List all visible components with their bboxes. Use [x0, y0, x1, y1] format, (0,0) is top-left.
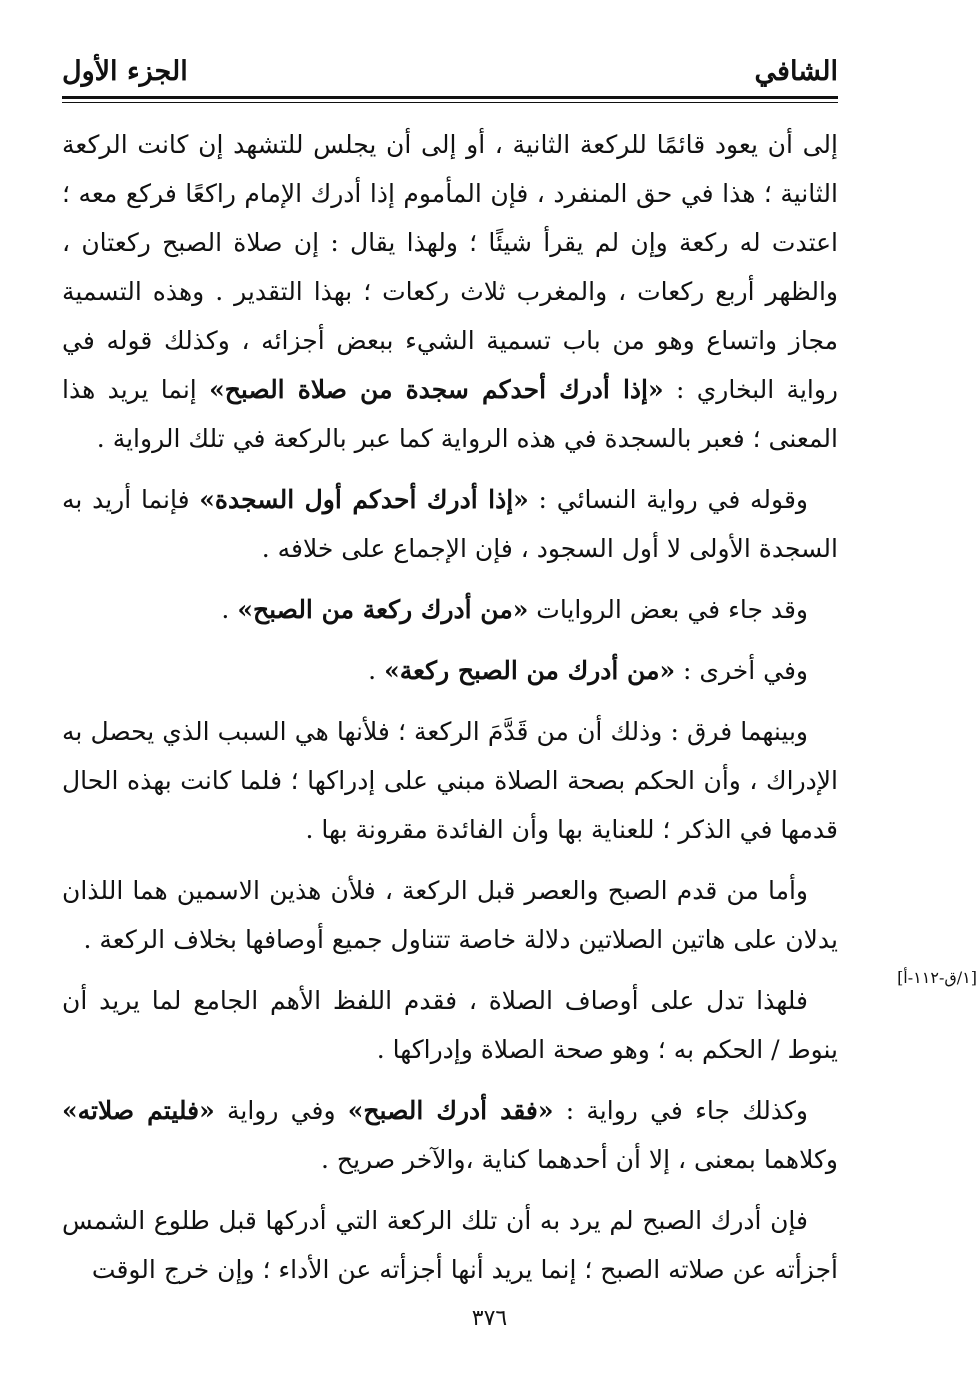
- header-rule-thick: [62, 96, 838, 99]
- text-run: .: [221, 595, 238, 624]
- hadith-quote: «فقد أدرك الصبح»: [347, 1096, 554, 1125]
- text-run: فإنما أريد به السجدة الأولى لا أول السجود ، فإن الإجماع على خلافه .: [62, 485, 838, 563]
- paragraph-8: [62, 1086, 838, 1184]
- running-header: [62, 54, 838, 94]
- paragraph-7: [62, 976, 838, 1074]
- text-run: إلى أن يعود قائمًا للركعة الثانية ، أو إلى أن يجلس للتشهد إن كانت الركعة الثانية ؛ هذا في حق المنفرد ، فإن المأموم إذا أدرك الإمام راكعًا فركع معه ؛ اعتدت له ركعة وإن لم يقرأ شيئًا ؛ ولهذا يقال : إن صلاة الصبح ركعتان ، والظهر أربع ركعات ، والمغرب ثلاث ركعات ؛ بهذا التقدير . وهذه التسمية مجاز واتساع وهو من باب تسمية الشيء ببعض أجزائه ، وكذلك قوله في رواية البخاري :: [62, 130, 839, 404]
- header-rule-thin: [62, 102, 838, 103]
- text-run: فإن أدرك الصبح لم يرد به أن تلك الركعة التي أدركها قبل طلوع الشمس أجزأته عن صلاته الصبح ؛ إنما يريد أنها أجزأته عن الأداء ؛ وإن خرج الوقت: [62, 1206, 838, 1284]
- hadith-quote: «من أدرك من الصبح ركعة»: [384, 656, 676, 685]
- text-run: وكلاهما بمعنى ، إلا أن أحدهما كناية ،والآخر صريح .: [321, 1145, 838, 1174]
- paragraph-4: [62, 646, 838, 695]
- text-run: وقد جاء في بعض الروايات: [528, 595, 808, 624]
- paragraph-1: [62, 120, 838, 463]
- text-run: وفي أخرى :: [675, 656, 808, 685]
- text-run: وفي رواية: [214, 1096, 348, 1125]
- main-text: [62, 120, 838, 1306]
- text-run: إنما يريد هذا المعنى ؛ فعبر بالسجدة في هذه الرواية كما عبر بالركعة في تلك الرواية .: [62, 375, 838, 453]
- hadith-quote: «إذا أدرك أحدكم أول السجدة»: [199, 485, 529, 514]
- paragraph-2: [62, 475, 838, 573]
- paragraph-5: [62, 707, 838, 854]
- paragraph-6: [62, 866, 838, 964]
- hadith-quote: «إذا أدرك أحدكم سجدة من صلاة الصبح»: [209, 375, 664, 404]
- text-run: فلهذا تدل على أوصاف الصلاة ، فقدم اللفظ الأهم الجامع لما يريد أن ينوط / الحكم به ؛ وهو صحة الصلاة وإدراكها .: [62, 986, 838, 1064]
- text-run: وبينهما فرق : وذلك أن من قَدَّمَ الركعة ؛ فلأنها هي السبب الذي يحصل به الإدراك ، وأن الحكم بصحة الصلاة مبني على إدراكها ؛ فلما كانت بهذه الحال قدمها في الذكر ؛ للعناية بها وأن الفائدة مقرونة بها .: [62, 717, 838, 844]
- book-title: الشافي: [754, 56, 838, 87]
- manuscript-folio-note: [١/ق-١١٢-أ]: [897, 968, 977, 987]
- volume-label: الجزء الأول: [62, 56, 188, 87]
- text-run: وكذلك جاء في رواية :: [553, 1096, 808, 1125]
- text-run: وقوله في رواية النسائي :: [528, 485, 808, 514]
- text-run: وأما من قدم الصبح والعصر قبل الركعة ، فلأن هذين الاسمين هما اللذان يدلان على هاتين الصلاتين دلالة خاصة تتناول جميع أوصافها بخلاف الركعة .: [62, 876, 838, 954]
- text-run: .: [368, 656, 385, 685]
- page-number: ٣٧٦: [471, 1306, 508, 1331]
- paragraph-3: [62, 585, 838, 634]
- hadith-quote: «فليتم صلاته»: [62, 1096, 215, 1125]
- paragraph-9: [62, 1196, 838, 1294]
- hadith-quote: «من أدرك ركعة من الصبح»: [237, 595, 529, 624]
